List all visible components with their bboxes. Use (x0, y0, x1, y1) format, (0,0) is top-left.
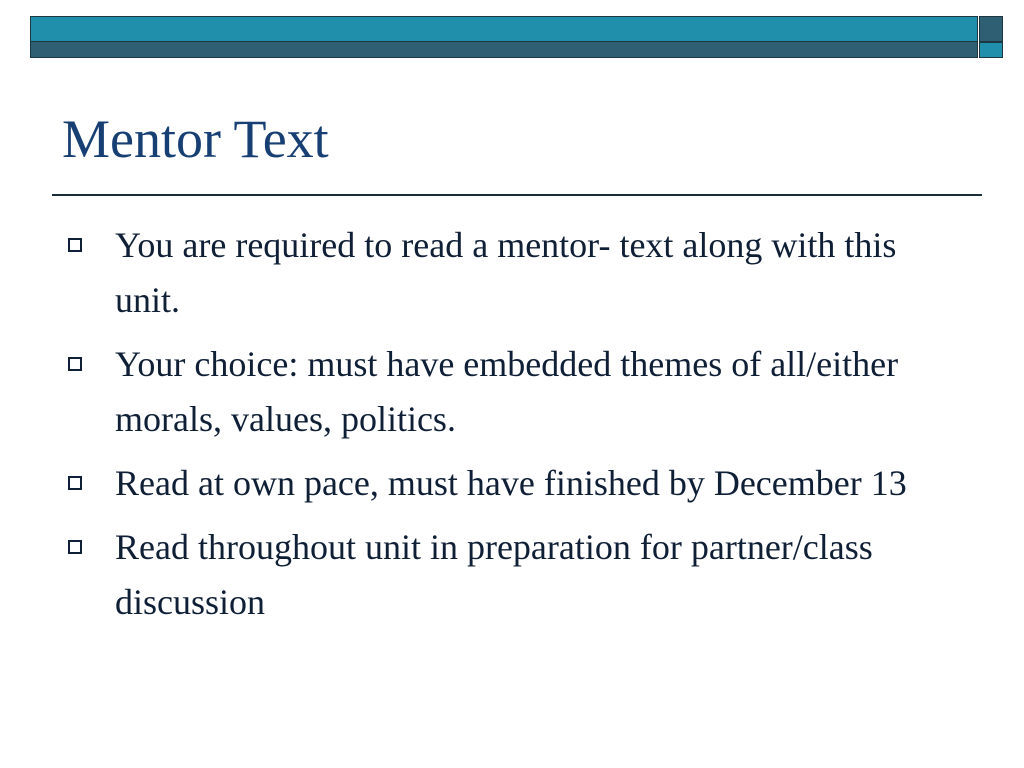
bullet-item (66, 337, 966, 447)
header-banner (30, 16, 978, 58)
slide-title: Mentor Text (62, 109, 329, 169)
bullet-text: Your choice: must have embedded themes of all/either morals, values, politics. (115, 344, 899, 439)
hollow-square-bullet-icon (68, 476, 82, 490)
bullet-list (66, 218, 966, 639)
hollow-square-bullet-icon (68, 238, 82, 252)
corner-square-bottom (979, 42, 1003, 58)
corner-square-top (979, 16, 1003, 42)
header-banner-stripe (31, 41, 977, 57)
bullet-item (66, 456, 966, 511)
title-divider (52, 194, 982, 196)
bullet-item (66, 218, 966, 328)
bullet-text: Read at own pace, must have finished by December 13 (115, 463, 907, 503)
bullet-item (66, 520, 966, 630)
hollow-square-bullet-icon (68, 357, 82, 371)
bullet-text: Read throughout unit in preparation for partner/class discussion (115, 527, 873, 622)
hollow-square-bullet-icon (68, 540, 82, 554)
bullet-text: You are required to read a mentor- text along with this unit. (115, 225, 897, 320)
